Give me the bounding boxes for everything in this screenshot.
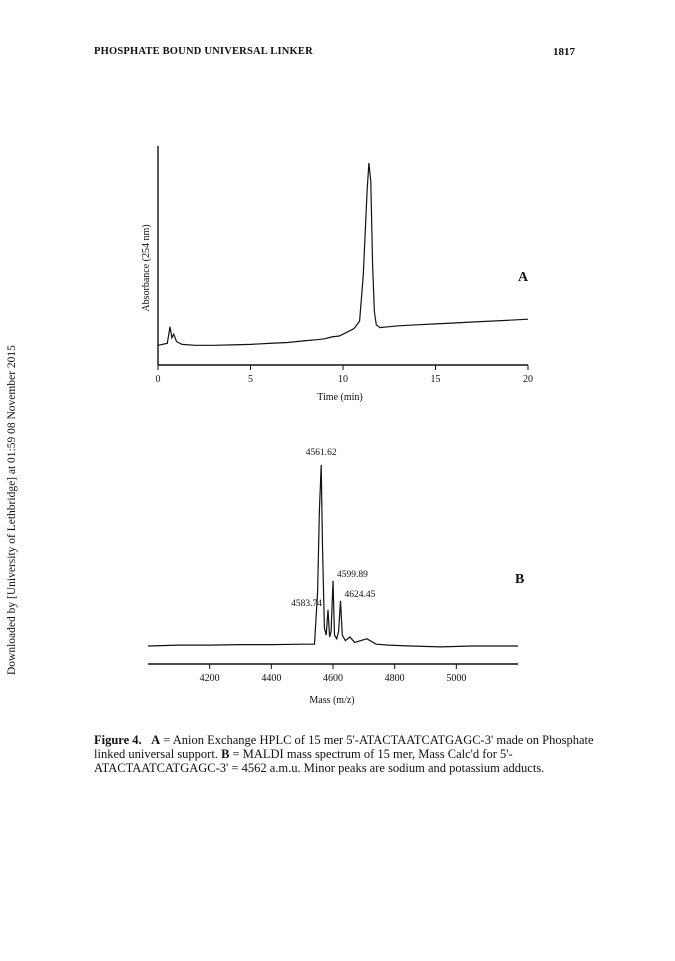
chart-a-x-tick-label: 5 <box>248 374 253 385</box>
chart-b-xlabel: Mass (m/z) <box>309 695 355 706</box>
chart-b-series-line <box>148 465 518 647</box>
caption-figure-label: Figure 4. <box>94 733 142 747</box>
chart-a-ylabel: Absorbance (254 nm) <box>141 224 152 312</box>
chart-a-x-tick-label: 15 <box>430 374 441 385</box>
chart-b-peak-label: 4561.62 <box>305 448 337 458</box>
chart-a-x-tick-label: 10 <box>338 374 348 385</box>
chart-b-x-tick-label: 4600 <box>323 673 343 684</box>
caption-a-text: = Anion Exchange HPLC of 15 mer 5'-ATACTAATCATGAGC-3' made on Phosphate linked universal support. <box>94 733 594 761</box>
chart-b-x-tick-label: 4200 <box>199 673 220 684</box>
chart-b-panel-label: B <box>515 572 525 587</box>
chart-b-x-tick-label: 4800 <box>384 673 405 684</box>
page-number: 1817 <box>553 46 575 58</box>
chart-a-xlabel: Time (min) <box>317 392 363 403</box>
running-title: PHOSPHATE BOUND UNIVERSAL LINKER <box>94 46 313 57</box>
caption-b-label: B <box>221 747 230 761</box>
caption-b-text: = MALDI mass spectrum of 15 mer, Mass Calc'd for 5'-ATACTAATCATGAGC-3' = 4562 a.m.u. Minor peaks are sodium and potassium adducts. <box>94 747 545 775</box>
chart-a <box>141 146 533 403</box>
chart-a-x-tick-label: 20 <box>523 374 533 385</box>
chart-a-x-tick-label: 0 <box>155 374 161 385</box>
figure-caption <box>94 733 594 775</box>
chart-b-peak-label: 4624.45 <box>344 589 376 600</box>
download-watermark: Downloaded by [University of Lethbridge] at 01:59 08 November 2015 <box>6 345 18 675</box>
caption-a-label: A <box>151 733 161 747</box>
chart-b-peak-label: 4583.74 <box>291 598 322 609</box>
chart-a-panel-label: A <box>518 270 529 285</box>
chart-b-x-tick-label: 4400 <box>261 673 282 684</box>
chart-b-x-tick-label: 5000 <box>446 673 467 684</box>
chart-a-series-line <box>158 163 528 345</box>
chart-b <box>148 448 524 706</box>
chart-b-peak-label: 4599.89 <box>336 569 368 580</box>
